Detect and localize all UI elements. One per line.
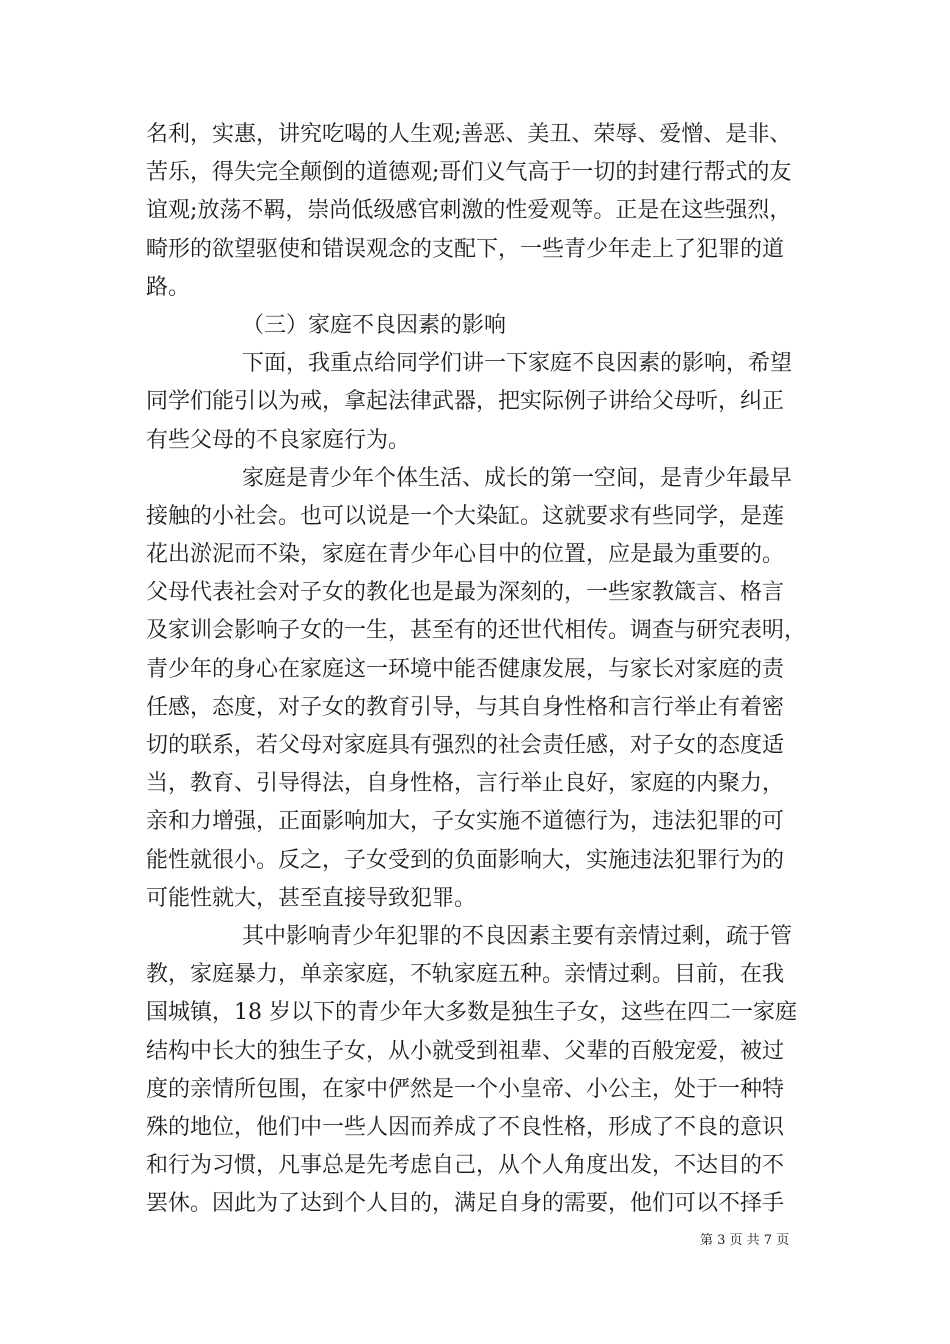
body-text-line: 可能性就大，甚至直接导致犯罪。 xyxy=(146,885,477,911)
body-text-line: 青少年的身心在家庭这一环境中能否健康发展，与家长对家庭的责 xyxy=(146,656,785,682)
body-text-line: 国城镇，18 岁以下的青少年大多数是独生子女，这些在四二一家庭 xyxy=(146,1000,797,1026)
paragraph-first-line: 其中影响青少年犯罪的不良因素主要有亲情过剩，疏于管 xyxy=(242,923,793,949)
body-text-line: 度的亲情所包围，在家中俨然是一个小皇帝、小公主，处于一种特 xyxy=(146,1076,785,1102)
body-text-line: 当，教育、引导得法，自身性格，言行举止良好，家庭的内聚力， xyxy=(146,771,785,797)
body-text-line: 殊的地位，他们中一些人因而养成了不良性格，形成了不良的意识 xyxy=(146,1114,785,1140)
body-text-line: 结构中长大的独生子女，从小就受到祖辈、父辈的百般宠爱，被过 xyxy=(146,1038,785,1064)
body-text-line: 亲和力增强，正面影响加大，子女实施不道德行为，违法犯罪的可 xyxy=(146,809,785,835)
body-text-line: 和行为习惯，凡事总是先考虑自己，从个人角度出发，不达目的不 xyxy=(146,1153,785,1179)
body-text-line: 同学们能引以为戒，拿起法律武器，把实际例子讲给父母听，纠正 xyxy=(146,389,785,415)
body-text-line: 有些父母的不良家庭行为。 xyxy=(146,427,411,453)
body-text-line: 及家训会影响子女的一生，甚至有的还世代相传。调查与研究表明， xyxy=(146,618,807,644)
paragraph-first-line: 家庭是青少年个体生活、成长的第一空间，是青少年最早 xyxy=(242,465,793,491)
document-body xyxy=(146,116,818,1223)
section-heading: （三）家庭不良因素的影响 xyxy=(242,312,507,338)
page-number-footer: 第 3 页 共 7 页 xyxy=(700,1233,790,1248)
body-text-line: 花出淤泥而不染，家庭在青少年心目中的位置，应是最为重要的。 xyxy=(146,542,785,568)
body-text-line: 苦乐，得失完全颠倒的道德观;哥们义气高于一切的封建行帮式的友 xyxy=(146,160,792,186)
body-text-line: 接触的小社会。也可以说是一个大染缸。这就要求有些同学，是莲 xyxy=(146,503,785,529)
body-text-line: 教，家庭暴力，单亲家庭，不轨家庭五种。亲情过剩。目前，在我 xyxy=(146,962,785,988)
body-text-line: 路。 xyxy=(146,274,191,300)
body-text-line: 畸形的欲望驱使和错误观念的支配下，一些青少年走上了犯罪的道 xyxy=(146,236,785,262)
body-text-line: 名利，实惠，讲究吃喝的人生观;善恶、美丑、荣辱、爱憎、是非、 xyxy=(146,122,792,147)
body-text-line: 罢休。因此为了达到个人目的，满足自身的需要，他们可以不择手 xyxy=(146,1191,785,1217)
body-text-line: 谊观;放荡不羁，崇尚低级感官刺激的性爱观等。正是在这些强烈， xyxy=(146,198,792,224)
body-text-line: 父母代表社会对子女的教化也是最为深刻的，一些家教箴言、格言 xyxy=(146,580,785,606)
body-text-line: 切的联系，若父母对家庭具有强烈的社会责任感，对子女的态度适 xyxy=(146,733,785,758)
body-text-line: 能性就很小。反之，子女受到的负面影响大，实施违法犯罪行为的 xyxy=(146,847,785,873)
body-text-line: 任感，态度，对子女的教育引导，与其自身性格和言行举止有着密 xyxy=(146,694,785,720)
paragraph-first-line: 下面，我重点给同学们讲一下家庭不良因素的影响，希望 xyxy=(242,351,793,377)
